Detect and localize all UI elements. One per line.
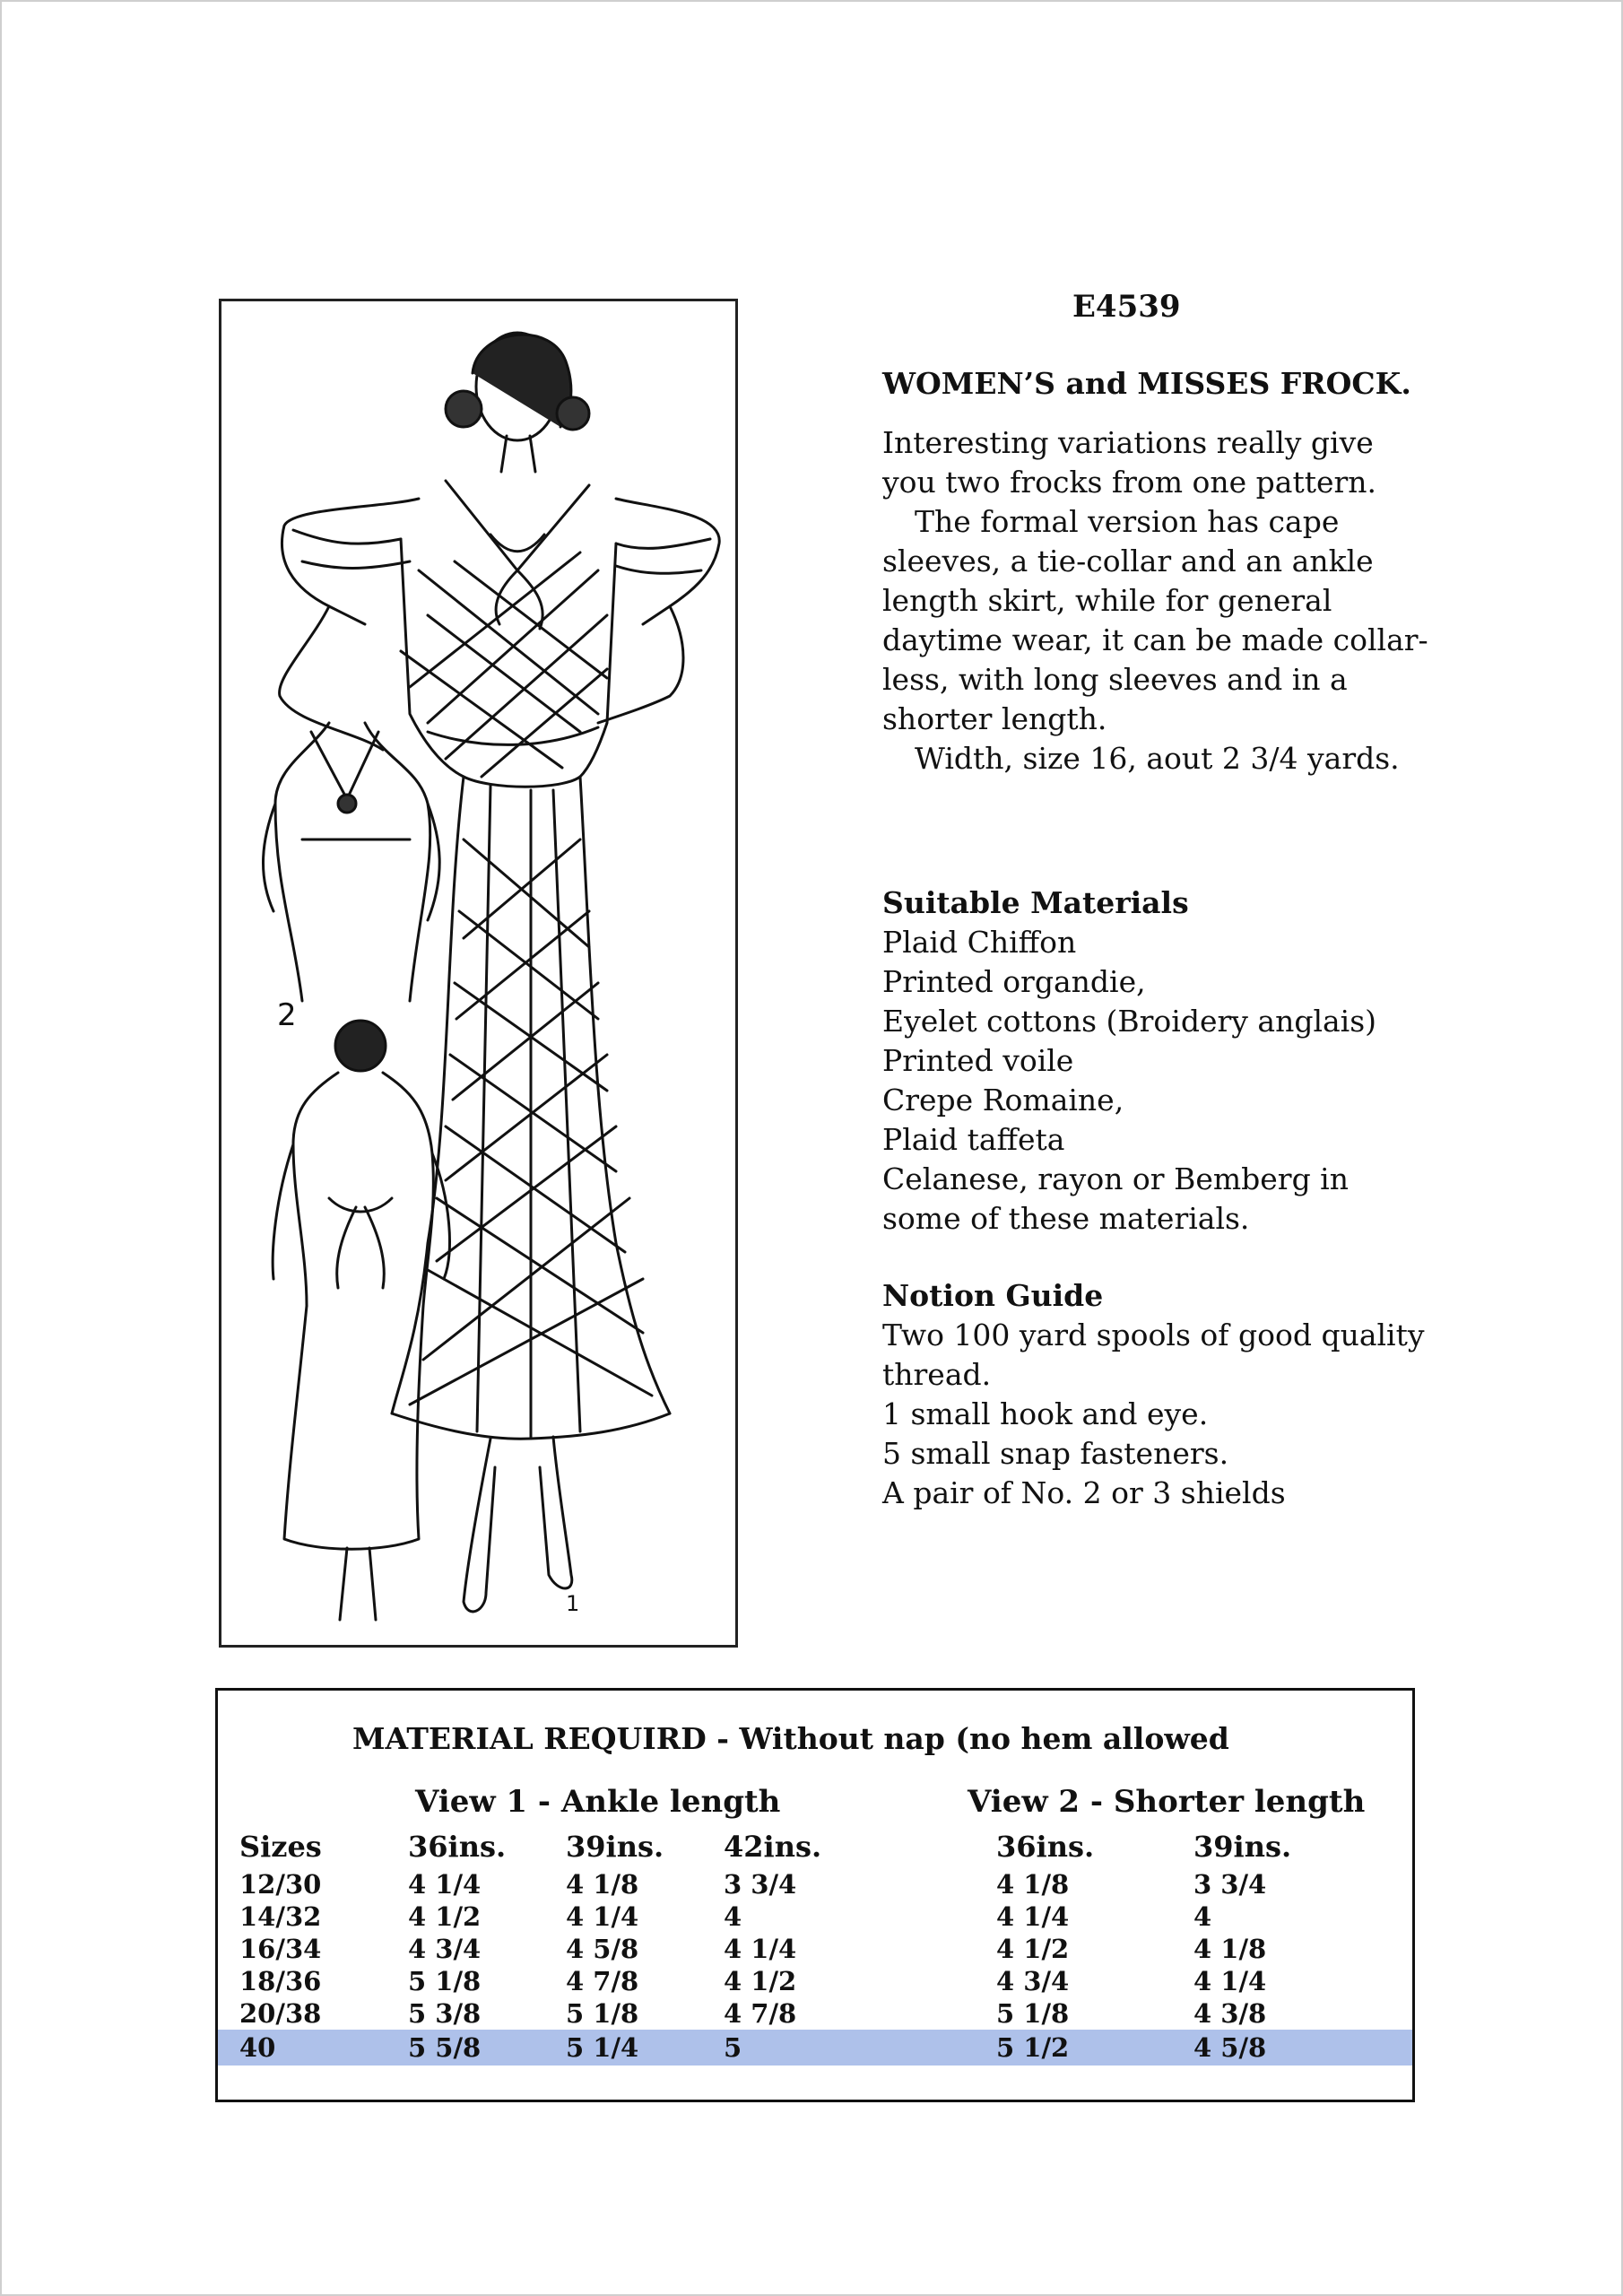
description-line: less, with long sleeves and in a	[882, 662, 1348, 697]
table-cell: 5 1/8	[566, 1998, 639, 2029]
table-header-row	[218, 1831, 1412, 1866]
material-table	[215, 1688, 1415, 2102]
table-cell: 5 3/8	[408, 1998, 482, 2029]
suitable-materials-list	[882, 923, 1376, 1239]
table-cell: 40	[239, 2032, 276, 2063]
table-cell: 4 3/8	[1193, 1998, 1267, 2029]
table-row	[218, 1868, 1412, 1900]
table-cell: 16/34	[239, 1934, 322, 1964]
notion-guide-list	[882, 1316, 1425, 1513]
table-cell: 4 1/4	[724, 1934, 797, 1964]
table-cell: 4 5/8	[1193, 2032, 1267, 2063]
description-line: The formal version has cape	[915, 504, 1340, 539]
description-line: sleeves, a tie-collar and an ankle	[882, 544, 1374, 578]
table-cell: 4 5/8	[566, 1934, 639, 1964]
list-item: Crepe Romaine,	[882, 1083, 1124, 1118]
list-item: Plaid taffeta	[882, 1122, 1065, 1157]
view-1-label: 1	[566, 1591, 580, 1616]
description-line: daytime wear, it can be made collar-	[882, 622, 1428, 657]
list-item: Plaid Chiffon	[882, 925, 1077, 960]
table-cell: 4 1/2	[408, 1901, 482, 1932]
list-item: thread.	[882, 1357, 992, 1392]
table-cell: 5 1/8	[408, 1966, 482, 1996]
table-cell: 4 3/4	[408, 1934, 482, 1964]
table-cell: 14/32	[239, 1901, 322, 1932]
table-row-highlighted	[218, 2030, 1412, 2066]
column-header: Sizes	[239, 1830, 322, 1864]
list-item: 1 small hook and eye.	[882, 1396, 1209, 1431]
list-item: Printed voile	[882, 1043, 1074, 1078]
description-line: length skirt, while for general	[882, 583, 1332, 618]
table-cell: 5 1/8	[996, 1998, 1070, 2029]
table-cell: 4 1/4	[996, 1901, 1070, 1932]
column-header: 36ins.	[996, 1830, 1095, 1864]
table-cell: 20/38	[239, 1998, 322, 2029]
dress-illustration	[219, 299, 738, 1648]
table-cell: 4 1/4	[1193, 1966, 1267, 1996]
description-line: shorter length.	[882, 701, 1107, 736]
suitable-materials-heading: Suitable Materials	[882, 885, 1189, 920]
list-item: Printed organdie,	[882, 964, 1146, 999]
list-item: 5 small snap fasteners.	[882, 1436, 1229, 1471]
material-table-title: MATERIAL REQUIRD - Without nap (no hem allowed	[352, 1721, 1229, 1756]
table-cell: 4	[1193, 1901, 1212, 1932]
table-cell: 4 7/8	[724, 1998, 797, 2029]
table-row	[218, 1900, 1412, 1933]
table-cell: 3 3/4	[724, 1869, 797, 1900]
column-header: 36ins.	[408, 1830, 507, 1864]
table-cell: 12/30	[239, 1869, 322, 1900]
table-row	[218, 1997, 1412, 2030]
table-cell: 3 3/4	[1193, 1869, 1267, 1900]
description-line: you two frocks from one pattern.	[882, 465, 1377, 500]
view-1-heading: View 1 - Ankle length	[415, 1784, 781, 1820]
table-cell: 5 1/4	[566, 2032, 639, 2063]
notion-guide-heading: Notion Guide	[882, 1278, 1104, 1313]
table-cell: 4 3/4	[996, 1966, 1070, 1996]
list-item: some of these materials.	[882, 1201, 1250, 1236]
table-cell: 5 1/2	[996, 2032, 1070, 2063]
description-line: Interesting variations really give	[882, 425, 1374, 460]
table-row	[218, 1965, 1412, 1997]
table-row	[218, 1933, 1412, 1965]
table-cell: 4 1/2	[996, 1934, 1070, 1964]
table-cell: 5	[724, 2032, 742, 2063]
column-header: 39ins.	[566, 1830, 664, 1864]
list-item: Two 100 yard spools of good quality	[882, 1318, 1425, 1352]
column-header: 39ins.	[1193, 1830, 1292, 1864]
table-cell: 4 1/8	[996, 1869, 1070, 1900]
pattern-title: WOMEN’S and MISSES FROCK.	[882, 366, 1411, 401]
dress-drawing	[221, 301, 735, 1645]
description-line: Width, size 16, aout 2 3/4 yards.	[915, 741, 1400, 776]
column-header: 42ins.	[724, 1830, 822, 1864]
description	[882, 423, 1438, 778]
table-cell: 5 5/8	[408, 2032, 482, 2063]
view-2-label: 2	[277, 997, 297, 1033]
view-2-heading: View 2 - Shorter length	[968, 1784, 1366, 1820]
list-item: A pair of No. 2 or 3 shields	[882, 1475, 1286, 1510]
table-cell: 18/36	[239, 1966, 322, 1996]
table-cell: 4 7/8	[566, 1966, 639, 1996]
table-cell: 4 1/8	[566, 1869, 639, 1900]
table-cell: 4 1/2	[724, 1966, 797, 1996]
table-cell: 4 1/8	[1193, 1934, 1267, 1964]
table-cell: 4	[724, 1901, 742, 1932]
table-cell: 4 1/4	[408, 1869, 482, 1900]
pattern-number: E4539	[1072, 289, 1181, 325]
table-cell: 4 1/4	[566, 1901, 639, 1932]
list-item: Celanese, rayon or Bemberg in	[882, 1161, 1349, 1196]
list-item: Eyelet cottons (Broidery anglais)	[882, 1004, 1377, 1039]
